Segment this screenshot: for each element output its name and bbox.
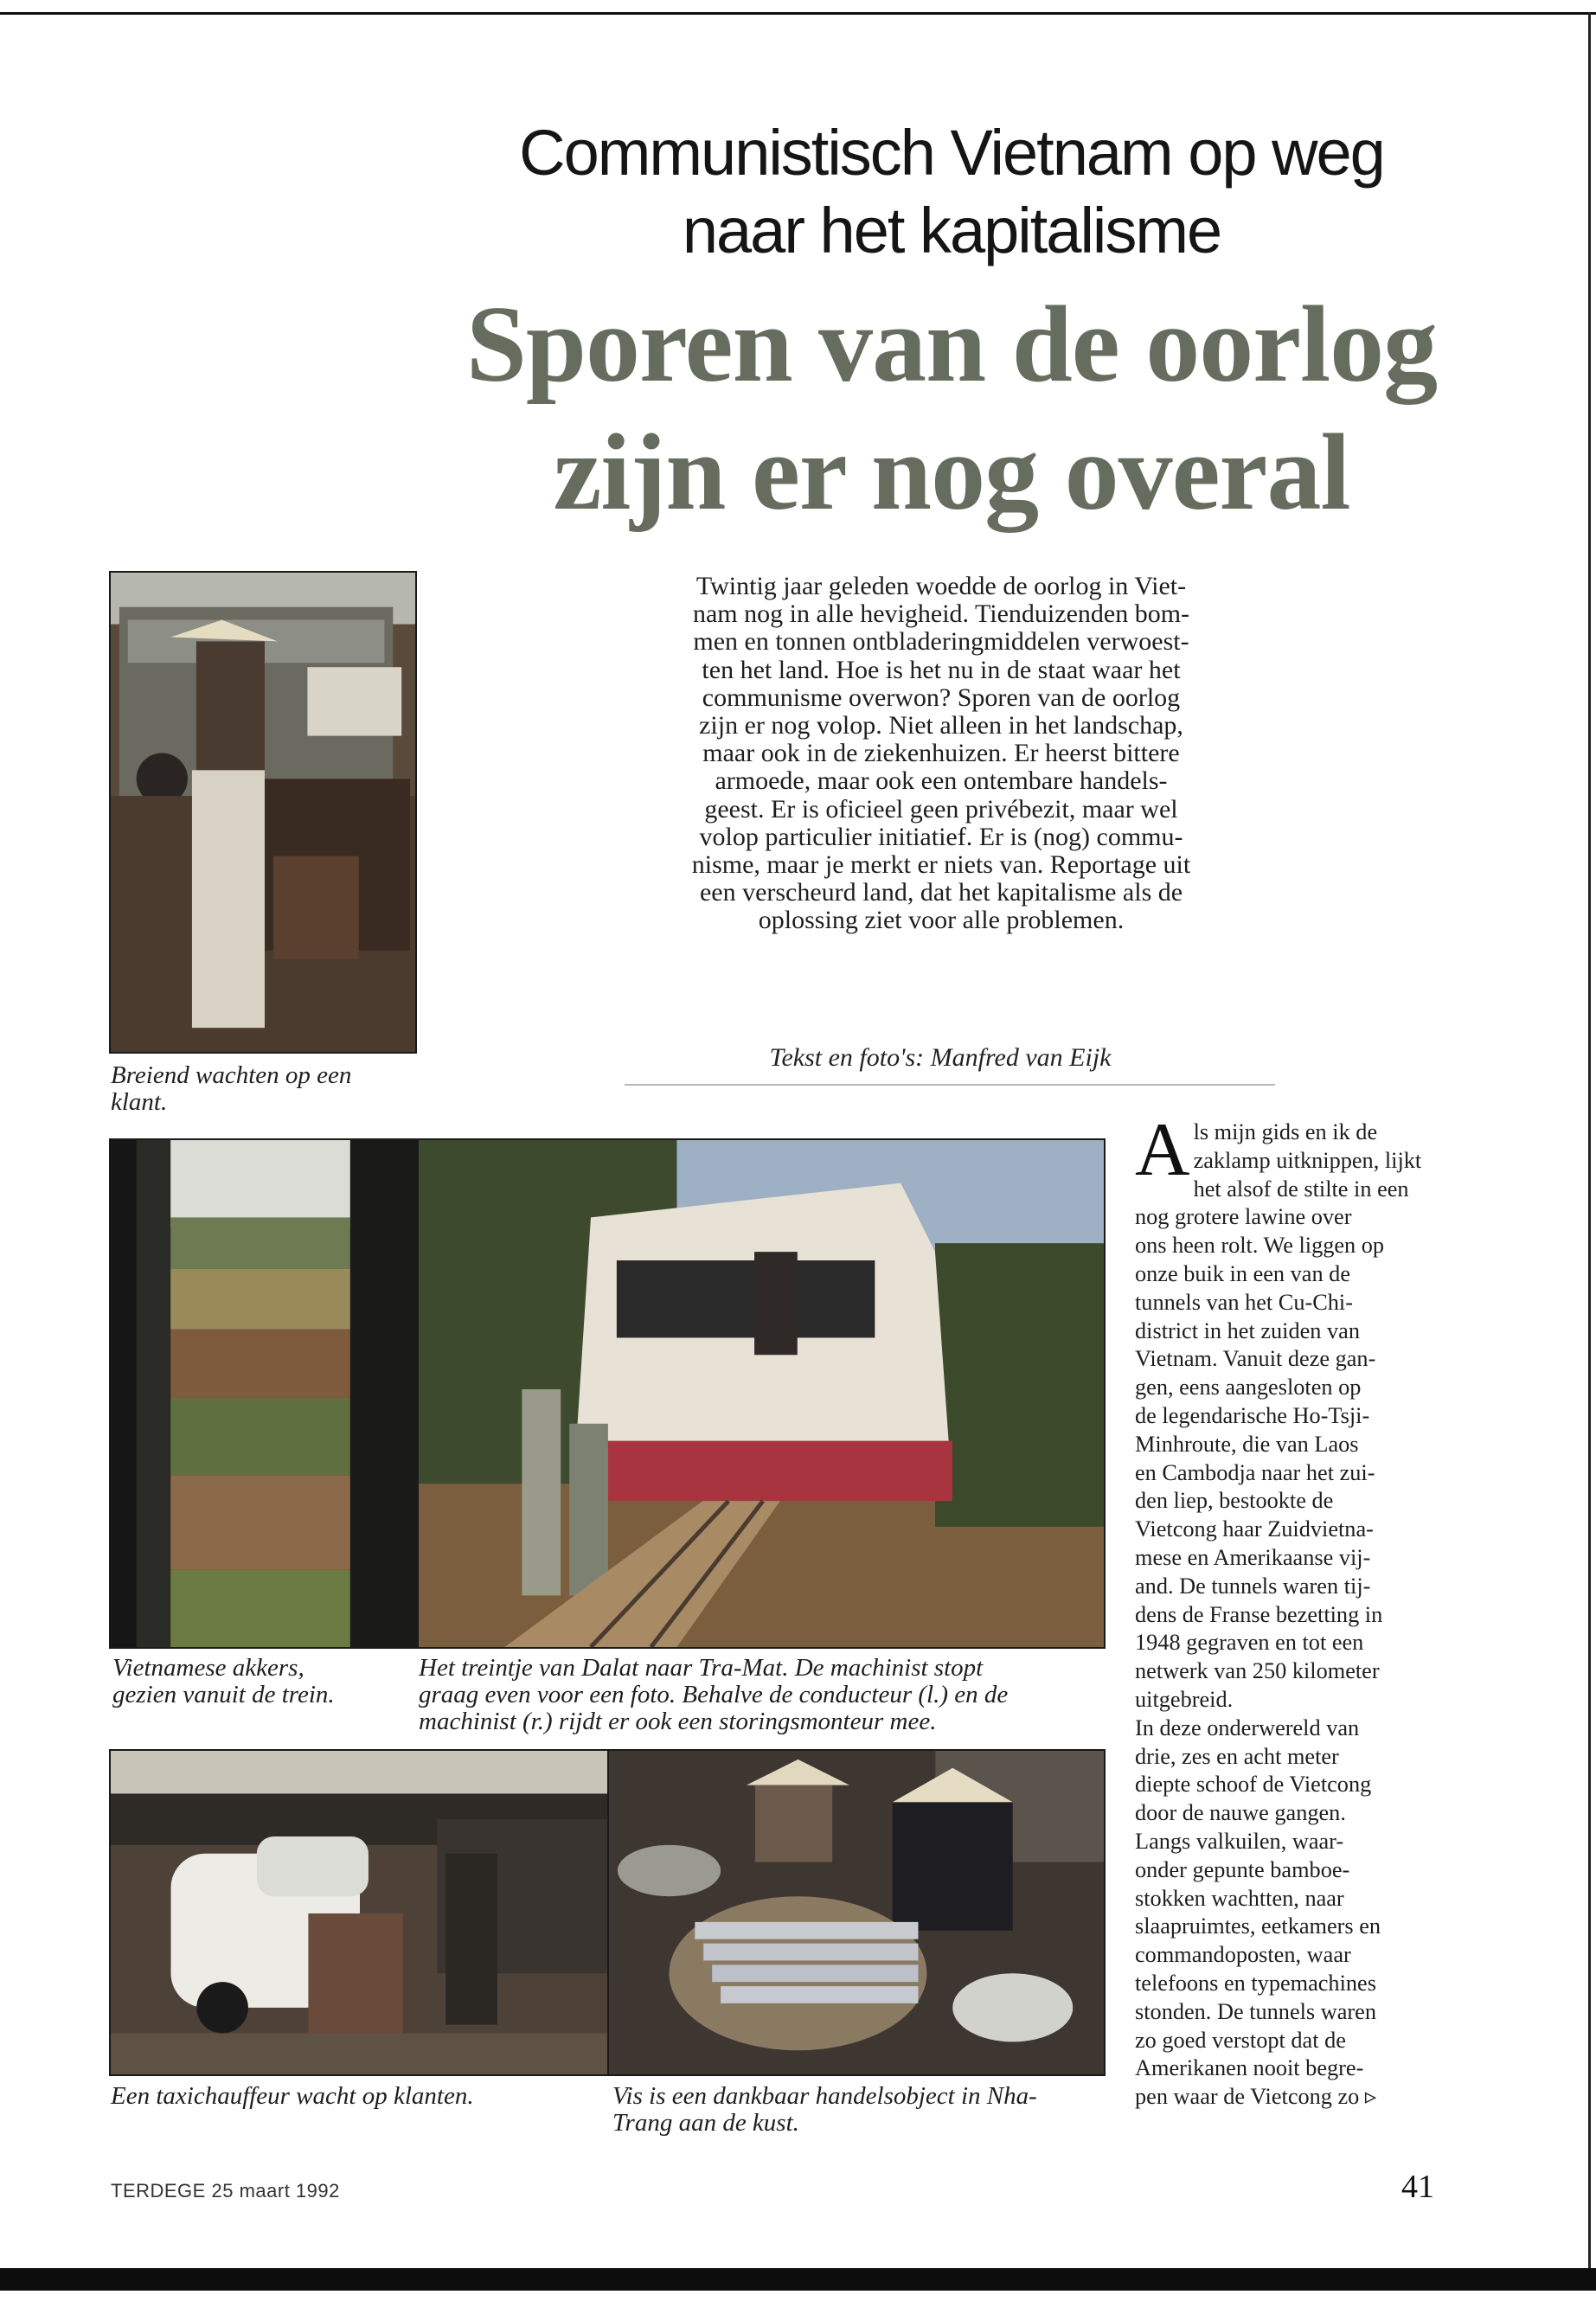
headline-line: Sporen van de oorlog: [465, 285, 1438, 405]
body-line: door de nauwe gangen.: [1135, 1800, 1346, 1826]
intro-line: armoede, maar ook een ontembare handels-: [715, 766, 1168, 796]
intro-text: [621, 573, 1261, 935]
photo-knitting-woman: [109, 571, 417, 1054]
body-line: tunnels van het Cu-Chi-: [1135, 1289, 1353, 1315]
photo-train: [417, 1138, 1106, 1649]
drop-cap: A: [1135, 1108, 1190, 1192]
caption-knitting: [111, 1062, 422, 1116]
body-line: zo goed verstopt dat de: [1135, 2027, 1346, 2053]
body-line: diepte schoof de Vietcong: [1135, 1772, 1372, 1798]
byline-rule: [625, 1084, 1275, 1086]
caption-taxi: [111, 2083, 595, 2110]
photo-fields-from-train: [109, 1138, 419, 1649]
body-line: district in het zuiden van: [1135, 1317, 1360, 1343]
body-line: onder gepunte bamboe-: [1135, 1856, 1350, 1882]
body-paragraph: [1135, 1715, 1452, 2112]
body-line: and. De tunnels waren tij-: [1135, 1573, 1371, 1599]
photo-taxi: [109, 1749, 609, 2076]
body-line: Amerikanen nooit begre-: [1135, 2055, 1364, 2081]
footer-issue: [111, 2180, 340, 2202]
caption-line: Trang aan de kust.: [612, 2109, 799, 2137]
body-line: en Cambodja naar het zui-: [1135, 1459, 1375, 1485]
caption-line: Vietnamese akkers,: [112, 1654, 304, 1682]
body-line: mese en Amerikaanse vij-: [1135, 1544, 1371, 1570]
caption-train: [419, 1655, 1111, 1735]
intro-line: nam nog in alle hevigheid. Tienduizenden bom-: [692, 599, 1190, 629]
body-line: Vietcong haar Zuidvietna-: [1135, 1516, 1374, 1542]
kicker-line: Communistisch Vietnam op weg: [519, 117, 1384, 189]
body-line: stokken wachtten, naar: [1135, 1885, 1344, 1911]
body-line: ons heen rolt. We liggen op: [1135, 1233, 1385, 1259]
page-edge-line: [1588, 12, 1591, 2279]
body-line: Minhroute, die van Laos: [1135, 1431, 1359, 1457]
body-line: pen waar de Vietcong zo ▹: [1135, 2084, 1377, 2110]
intro-line: men en tonnen ontbladeringmiddelen verwoest-: [693, 627, 1189, 657]
body-line: den liep, bestookte de: [1135, 1488, 1334, 1514]
kicker-line: naar het kapitalisme: [682, 195, 1221, 266]
intro-line: geest. Er is oficieel geen privébezit, maar wel: [704, 794, 1178, 824]
bottom-rule: [0, 2268, 1596, 2291]
body-line: netwerk van 250 kilometer: [1135, 1658, 1380, 1684]
kicker: [407, 114, 1497, 270]
intro-line: volop particulier initiatief. Er is (nog) commu-: [699, 822, 1183, 851]
caption-line: klant.: [111, 1088, 168, 1116]
intro-line: ten het land. Hoe is het nu in de staat waar het: [702, 655, 1181, 684]
body-line: dens de Franse bezetting in: [1135, 1601, 1383, 1627]
caption-line: Breiend wachten op een: [111, 1061, 352, 1089]
intro-line: nisme, maar je merkt er niets van. Reportage uit: [691, 850, 1191, 880]
caption-line: machinist (r.) rijdt er ook een storingsmonteur mee.: [419, 1708, 937, 1735]
issue-date: 25 maart 1992: [211, 2180, 340, 2202]
caption-line: Vis is een dankbaar handelsobject in Nha-: [612, 2082, 1037, 2110]
body-paragraph: [1135, 1108, 1452, 1715]
body-line: commandoposten, waar: [1135, 1942, 1351, 1968]
photo-fish-market: [607, 1749, 1106, 2076]
body-line: gen, eens aangesloten op: [1135, 1375, 1362, 1400]
body-line: uitgebreid.: [1135, 1686, 1234, 1712]
headline-line: zijn er nog overal: [553, 413, 1350, 533]
intro-line: oplossing ziet voor alle problemen.: [758, 906, 1125, 935]
caption-line: graag even voor een foto. Behalve de conducteur (l.) en de: [419, 1681, 1009, 1708]
body-column: [1135, 1108, 1452, 2112]
body-line: slaapruimtes, eetkamers en: [1135, 1913, 1381, 1939]
body-line: onze buik in een van de: [1135, 1260, 1350, 1286]
body-line: het alsof de stilte in een: [1193, 1176, 1409, 1202]
intro-line: maar ook in de ziekenhuizen. Er heerst bittere: [702, 739, 1180, 768]
body-line: nog grotere lawine over: [1135, 1204, 1352, 1230]
magazine-name: TERDEGE: [111, 2180, 206, 2202]
body-line: In deze onderwereld van: [1135, 1715, 1360, 1740]
byline: Tekst en foto's: Manfred van Eijk: [769, 1043, 1112, 1072]
top-rule: [0, 12, 1596, 15]
intro-line: een verscheurd land, dat het kapitalisme als de: [699, 878, 1183, 907]
body-line: telefoons en typemachines: [1135, 1970, 1376, 1996]
body-line: ls mijn gids en ik de: [1193, 1119, 1378, 1144]
caption-fields: [112, 1655, 415, 1708]
body-line: stonden. De tunnels waren: [1135, 1998, 1376, 2024]
page-number: 41: [1401, 2169, 1434, 2205]
body-line: zaklamp uitknippen, lijkt: [1193, 1147, 1422, 1173]
headline: [407, 281, 1497, 537]
intro-line: Twintig jaar geleden woedde de oorlog in Viet-: [695, 572, 1187, 600]
caption-line: Een taxichauffeur wacht op klanten.: [111, 2082, 474, 2110]
caption-line: gezien vanuit de trein.: [112, 1681, 335, 1708]
body-line: de legendarische Ho-Tsji-: [1135, 1402, 1370, 1428]
intro-line: communisme overwon? Sporen van de oorlog: [702, 683, 1181, 712]
body-line: drie, zes en acht meter: [1135, 1743, 1339, 1769]
body-line: Langs valkuilen, waar-: [1135, 1828, 1344, 1854]
caption-fish: [612, 2083, 1106, 2137]
body-line: Vietnam. Vanuit deze gan-: [1135, 1346, 1376, 1372]
body-line: 1948 gegraven en tot een: [1135, 1630, 1364, 1656]
caption-line: Het treintje van Dalat naar Tra-Mat. De machinist stopt: [419, 1654, 984, 1682]
intro-line: zijn er nog volop. Niet alleen in het landschap,: [699, 711, 1183, 740]
